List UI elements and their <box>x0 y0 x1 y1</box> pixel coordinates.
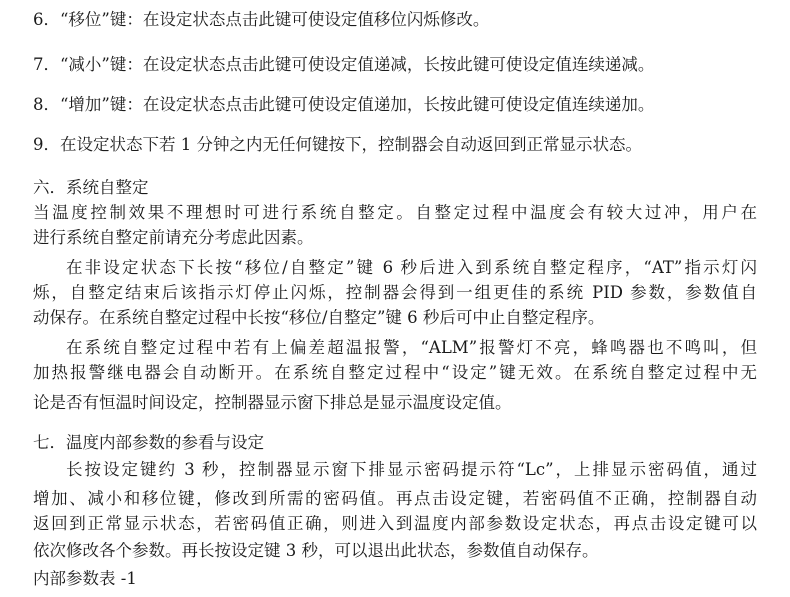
paragraph-line: 动保存。在系统自整定过程中长按“移位/自整定”键 6 秒后可中止自整定程序。 <box>33 308 605 327</box>
paragraph-line: 返回到正常显示状态，若密码值正确，则进入到温度内部参数设定状态，再点击设定键可以 <box>33 514 757 533</box>
table-caption: 内部参数表 -1 <box>33 569 137 588</box>
section-heading: 六．系统自整定 <box>33 178 149 197</box>
paragraph-line: 依次修改各个参数。再长按设定键 3 秒，可以退出此状态，参数值自动保存。 <box>33 541 599 560</box>
paragraph-line: 增加、减小和移位键，修改到所需的密码值。再点击设定键，若密码值不正确，控制器自动 <box>33 489 757 508</box>
paragraph-line: 加热报警继电器会自动断开。在系统自整定过程中“设定”键无效。在系统自整定过程中无 <box>33 363 757 382</box>
section-heading: 七．温度内部参数的参看与设定 <box>33 433 264 452</box>
paragraph-line: 进行系统自整定前请充分考虑此因素。 <box>33 228 314 247</box>
paragraph-line: 烁，自整定结束后该指示灯停止闪烁，控制器会得到一组更佳的系统 PID 参数，参数值自 <box>33 283 757 302</box>
list-item: 9．在设定状态下若 1 分钟之内无任何键按下，控制器会自动返回到正常显示状态。 <box>33 135 642 154</box>
paragraph-line: 论是否有恒温时间设定，控制器显示窗下排总是显示温度设定值。 <box>33 393 512 412</box>
paragraph-line: 长按设定键约 3 秒，控制器显示窗下排显示密码提示符“Lc”，上排显示密码值，通过 <box>66 460 757 479</box>
list-item: 6．“移位”键：在设定状态点击此键可使设定值移位闪烁修改。 <box>33 10 490 29</box>
paragraph-line: 在系统自整定过程中若有上偏差超温报警，“ALM”报警灯不亮，蜂鸣器也不鸣叫，但 <box>66 338 757 357</box>
list-item: 8．“增加”键：在设定状态点击此键可使设定值递加，长按此键可使设定值连续递加。 <box>33 95 655 114</box>
paragraph-line: 在非设定状态下长按“移位/自整定”键 6 秒后进入到系统自整定程序，“AT”指示灯闪 <box>66 258 757 277</box>
list-item: 7．“减小”键：在设定状态点击此键可使设定值递减，长按此键可使设定值连续递减。 <box>33 55 655 74</box>
paragraph-line: 当温度控制效果不理想时可进行系统自整定。自整定过程中温度会有较大过冲，用户在 <box>33 203 757 222</box>
